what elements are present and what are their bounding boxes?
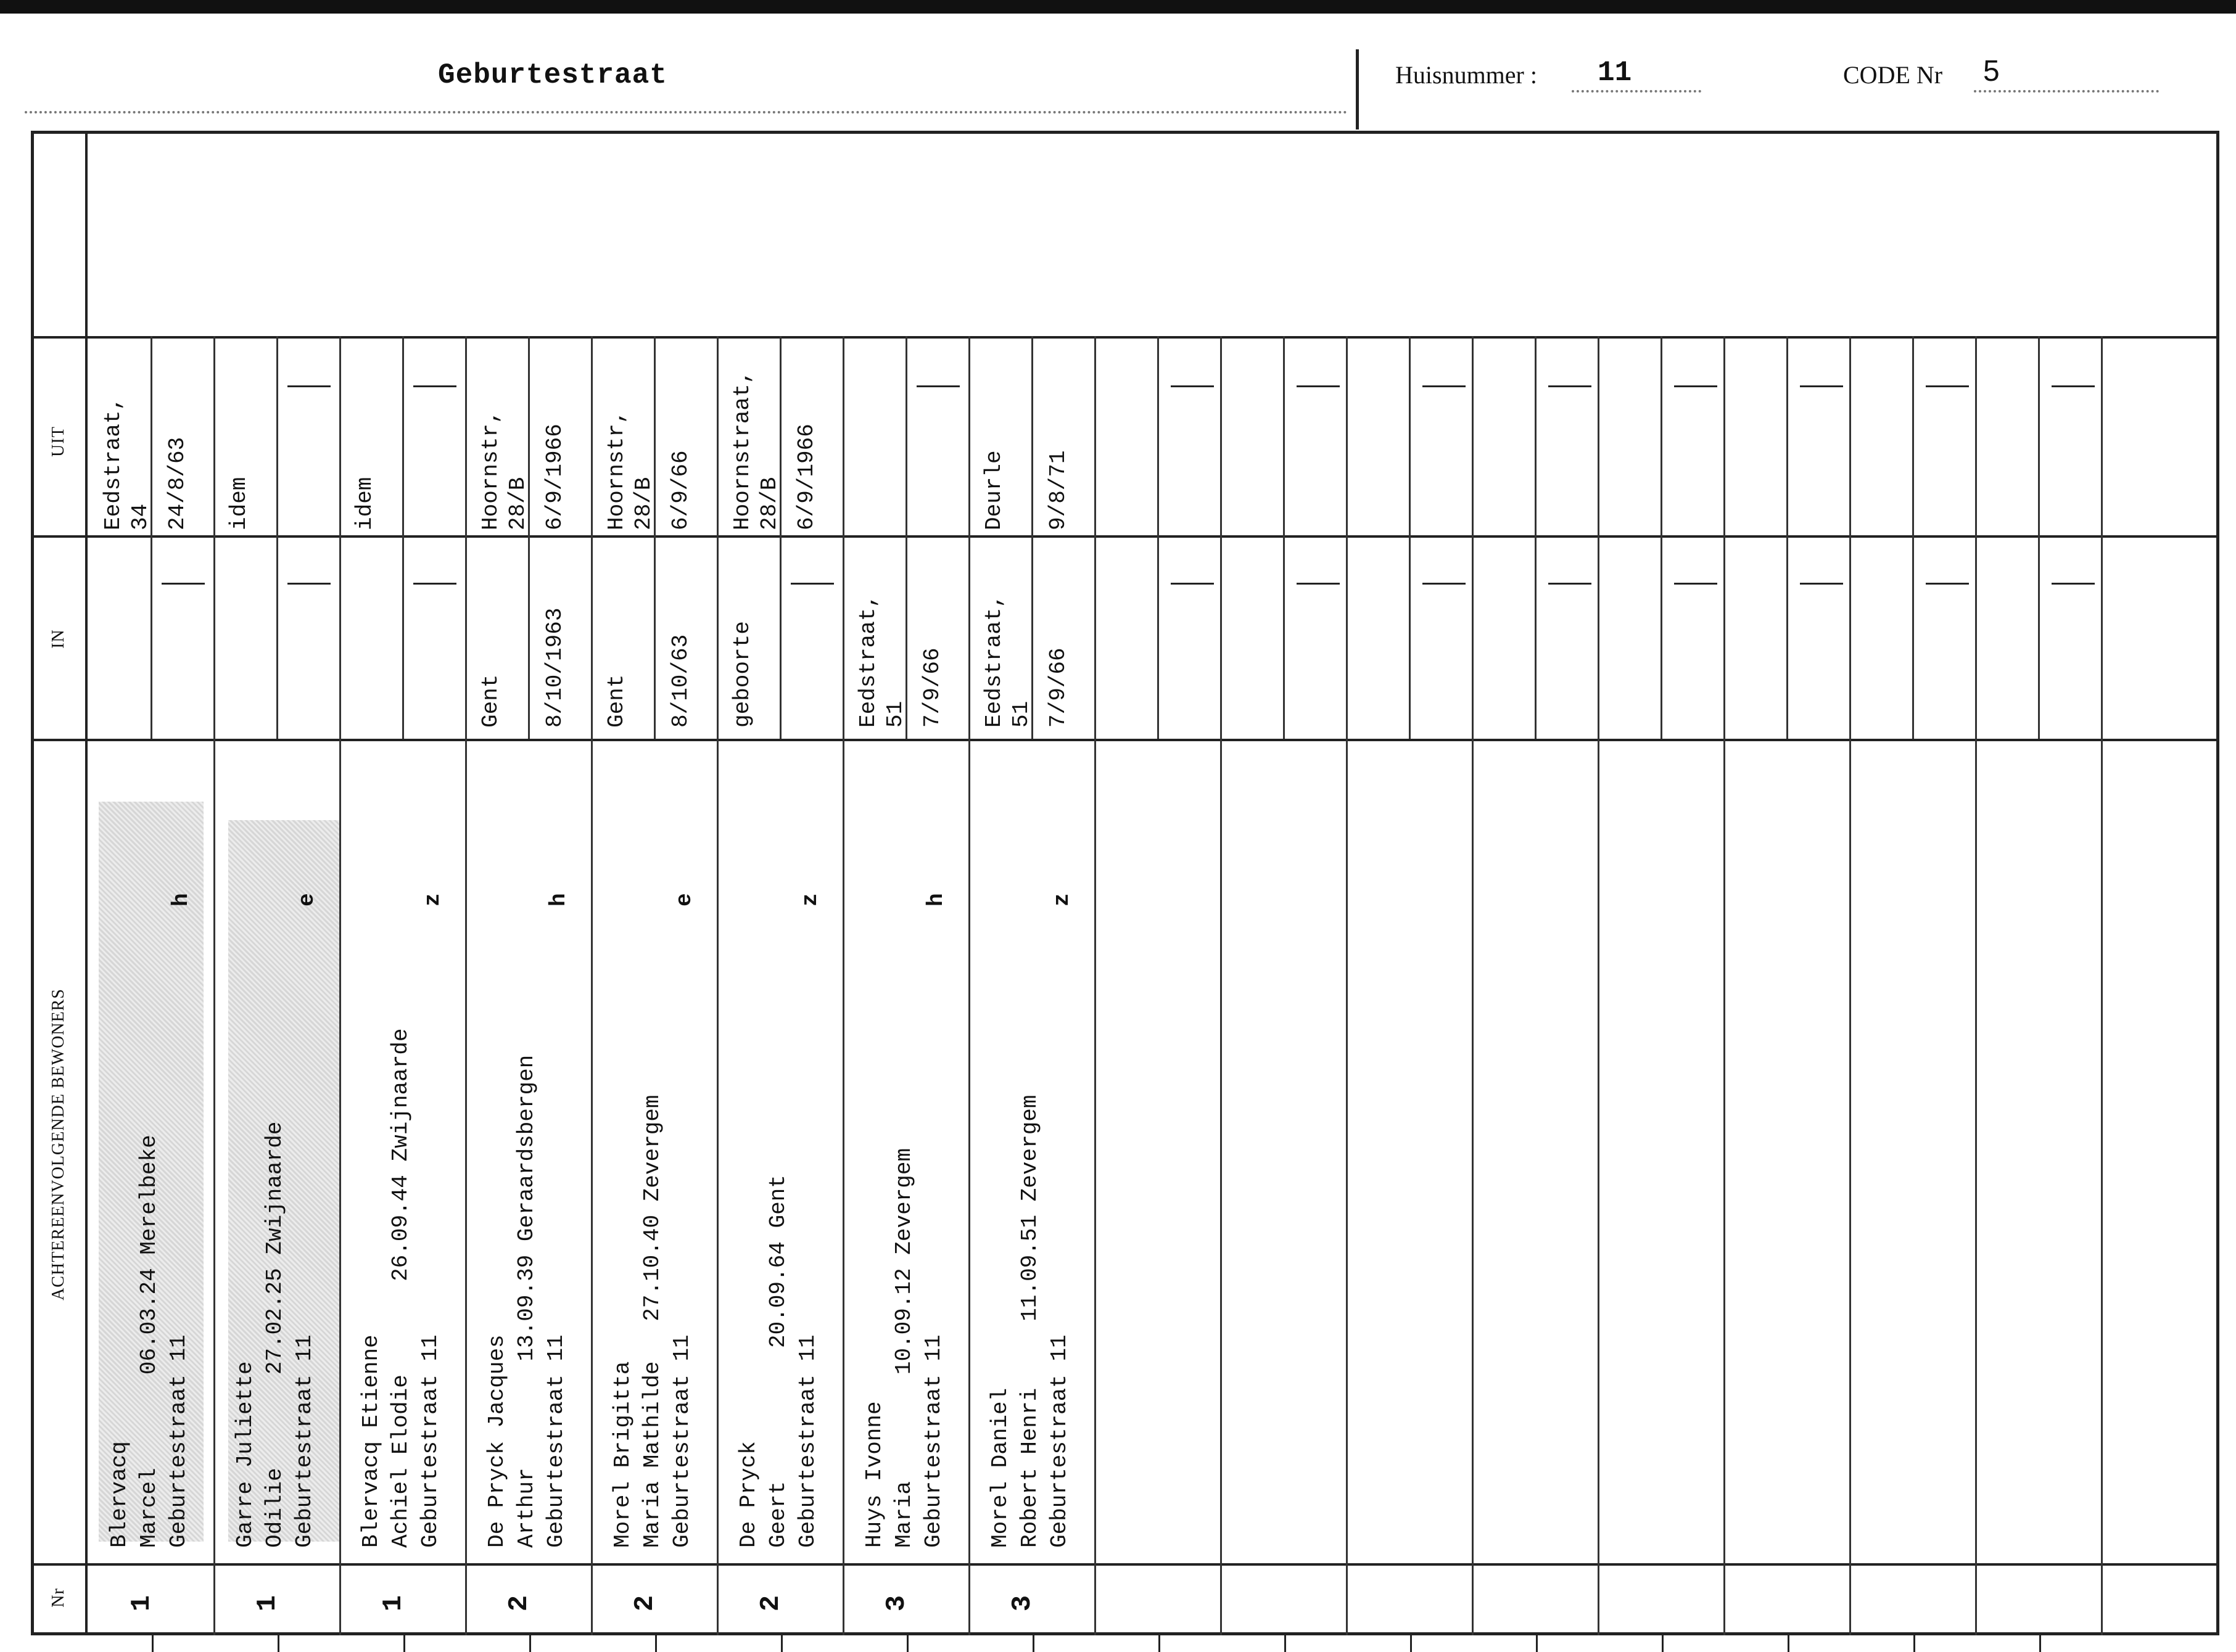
resident-nr: 2 — [756, 1595, 787, 1612]
label-column — [31, 131, 88, 1635]
uit-place: Deurle — [981, 450, 1007, 530]
sub-column-line — [402, 336, 404, 739]
resident-mark: e — [294, 893, 320, 906]
empty-dash — [2052, 583, 2095, 585]
bottom-tick — [1284, 1635, 1286, 1652]
resident-nr: 1 — [252, 1595, 284, 1612]
label-nr: Nr — [49, 1588, 68, 1608]
empty-dash — [791, 583, 834, 585]
in-place: Gent — [604, 674, 629, 728]
bottom-tick — [152, 1635, 154, 1652]
in-date: 8/10/1963 — [542, 607, 567, 728]
resident-name-line1: Morel Brigitta — [610, 1361, 635, 1548]
street-name: Geburtestraat — [438, 59, 667, 91]
resident-address: Geburtestraat 11 — [543, 1334, 569, 1548]
empty-dash — [1548, 385, 1591, 387]
column-line — [843, 336, 844, 1635]
empty-dash — [1674, 385, 1717, 387]
column-line — [465, 336, 467, 1635]
bottom-tick — [781, 1635, 783, 1652]
resident-name-line2: Maria Mathilde 27.10.40 Zevergem — [640, 1095, 665, 1548]
uit-date: 6/9/1966 — [542, 424, 567, 530]
bottom-tick — [278, 1635, 279, 1652]
in-date: 7/9/66 — [1046, 647, 1071, 728]
bottom-tick — [1410, 1635, 1412, 1652]
resident-name-line2: Arthur 13.09.39 Geraardsbergen — [514, 1054, 539, 1548]
huisnummer-value: 11 — [1598, 57, 1632, 89]
bottom-tick — [1033, 1635, 1034, 1652]
empty-dash — [1926, 385, 1969, 387]
resident-nr: 1 — [126, 1595, 158, 1612]
uit-place: Hoornstr, 28/B — [604, 410, 656, 530]
column-line — [1472, 336, 1474, 1635]
header-divider — [1356, 49, 1359, 129]
in-place: Gent — [478, 674, 503, 728]
empty-dash — [1800, 583, 1843, 585]
in-date: 8/10/63 — [668, 634, 693, 728]
resident-name-line2: Geert 20.09.64 Gent — [765, 1175, 791, 1548]
resident-nr: 2 — [504, 1595, 535, 1612]
empty-dash — [1800, 385, 1843, 387]
huisnummer-label: Huisnummer : — [1395, 61, 1537, 89]
empty-dash — [1548, 583, 1591, 585]
uit-date: 9/8/71 — [1046, 450, 1071, 530]
bottom-tick — [907, 1635, 909, 1652]
resident-name-line1: Huys Ivonne — [862, 1401, 887, 1548]
sub-column-line — [276, 336, 278, 739]
code-line — [1974, 90, 2159, 92]
column-line — [1975, 336, 1977, 1635]
resident-name-line2: Robert Henri 11.09.51 Zevergem — [1017, 1095, 1042, 1548]
column-line — [1220, 336, 1222, 1635]
resident-nr: 2 — [630, 1595, 661, 1612]
row-divider-nr — [31, 1563, 2219, 1566]
uit-date: 24/8/63 — [165, 437, 190, 530]
resident-name-line1: De Pryck — [736, 1441, 761, 1548]
empty-dash — [1926, 583, 1969, 585]
empty-dash — [1297, 583, 1340, 585]
uit-place: Hoornstr, 28/B — [478, 410, 530, 530]
resident-mark: e — [672, 893, 697, 906]
label-uit: UIT — [49, 426, 68, 457]
column-line — [968, 336, 970, 1635]
street-line — [25, 43, 1348, 113]
label-in: IN — [49, 629, 68, 649]
sub-column-line — [654, 336, 656, 739]
scan-top-edge — [0, 0, 2236, 14]
empty-dash — [162, 583, 205, 585]
resident-name-line2: Marcel 06.03.24 Merelbeke — [136, 1135, 162, 1548]
resident-name-line2: Achiel Elodie 26.09.44 Zwijnaarde — [388, 1028, 413, 1548]
resident-address: Geburtestraat 11 — [795, 1334, 820, 1548]
resident-address: Geburtestraat 11 — [921, 1334, 946, 1548]
empty-dash — [2052, 385, 2095, 387]
sub-column-line — [151, 336, 152, 739]
empty-dash — [1297, 385, 1340, 387]
empty-dash — [287, 583, 331, 585]
uit-place: idem — [352, 477, 377, 530]
resident-mark: z — [420, 893, 445, 906]
empty-dash — [1422, 385, 1466, 387]
resident-name-line1: Morel Daniel — [988, 1387, 1013, 1548]
empty-dash — [1171, 385, 1214, 387]
resident-name-line2: Maria 10.09.12 Zevergem — [891, 1148, 917, 1548]
column-line — [1723, 336, 1725, 1635]
resident-nr: 3 — [1007, 1595, 1039, 1612]
resident-address: Geburtestraat 11 — [292, 1334, 317, 1548]
resident-mark: h — [923, 893, 949, 906]
sub-column-line — [1660, 336, 1662, 739]
sub-column-line — [1283, 336, 1285, 739]
empty-dash — [413, 583, 456, 585]
code-value: 5 — [1983, 55, 2000, 88]
bottom-tick — [655, 1635, 657, 1652]
sub-column-line — [1409, 336, 1411, 739]
resident-name-line1: De Pryck Jacques — [484, 1334, 509, 1548]
column-line — [1598, 336, 1599, 1635]
empty-dash — [413, 385, 456, 387]
row-divider-bewoners — [31, 739, 2219, 741]
resident-name-line1: Garre Juliette — [233, 1361, 258, 1548]
bottom-tick — [1662, 1635, 1664, 1652]
sub-column-line — [2038, 336, 2040, 739]
column-line — [717, 336, 719, 1635]
resident-mark: z — [1049, 893, 1075, 906]
column-line — [213, 336, 215, 1635]
in-place: Eedstraat, 51 — [856, 594, 908, 728]
resident-name-line1: Blervacq — [107, 1441, 132, 1548]
bottom-tick — [1913, 1635, 1915, 1652]
in-date: 7/9/66 — [920, 647, 945, 728]
label-bewoners: ACHTEREENVOLGENDE BEWONERS — [49, 988, 68, 1301]
uit-date: 6/9/1966 — [794, 424, 819, 530]
huisnummer-line — [1572, 90, 1701, 92]
resident-nr: 1 — [378, 1595, 410, 1612]
resident-mark: h — [168, 893, 194, 906]
resident-address: Geburtestraat 11 — [418, 1334, 443, 1548]
sub-column-line — [1912, 336, 1914, 739]
column-line — [1849, 336, 1851, 1635]
uit-place: Hoornstraat, 28/B — [730, 370, 782, 530]
bottom-tick — [1788, 1635, 1789, 1652]
empty-dash — [287, 385, 331, 387]
row-divider-in — [31, 535, 2219, 538]
resident-name-line2: Odilie 27.02.25 Zwijnaarde — [262, 1121, 287, 1548]
column-line — [1094, 336, 1096, 1635]
bottom-tick — [1536, 1635, 1538, 1652]
row-divider-uit — [31, 336, 2219, 339]
empty-dash — [1674, 583, 1717, 585]
empty-dash — [1422, 583, 1466, 585]
uit-place: Eedstraat, 34 — [101, 397, 153, 530]
column-line — [1346, 336, 1348, 1635]
sub-column-line — [528, 336, 530, 739]
sub-column-line — [1786, 336, 1788, 739]
bottom-tick — [2039, 1635, 2041, 1652]
resident-name-line1: Blervacq Etienne — [358, 1334, 384, 1548]
code-label: CODE Nr — [1843, 61, 1943, 89]
resident-address: Geburtestraat 11 — [1047, 1334, 1072, 1548]
bottom-tick — [1158, 1635, 1160, 1652]
resident-address: Geburtestraat 11 — [669, 1334, 695, 1548]
resident-address: Geburtestraat 11 — [166, 1334, 191, 1548]
column-line — [591, 336, 593, 1635]
uit-place: idem — [226, 477, 252, 530]
resident-mark: z — [798, 893, 823, 906]
sub-column-line — [1535, 336, 1537, 739]
column-line — [2101, 336, 2103, 1635]
sub-column-line — [1157, 336, 1159, 739]
bottom-tick — [403, 1635, 405, 1652]
empty-dash — [1171, 583, 1214, 585]
resident-nr: 3 — [881, 1595, 913, 1612]
resident-mark: h — [546, 893, 571, 906]
column-line — [339, 336, 341, 1635]
bottom-tick — [529, 1635, 531, 1652]
in-place: Eedstraat, 51 — [981, 594, 1034, 728]
in-place: geboorte — [730, 621, 755, 728]
empty-dash — [917, 385, 960, 387]
uit-date: 6/9/66 — [668, 450, 693, 530]
